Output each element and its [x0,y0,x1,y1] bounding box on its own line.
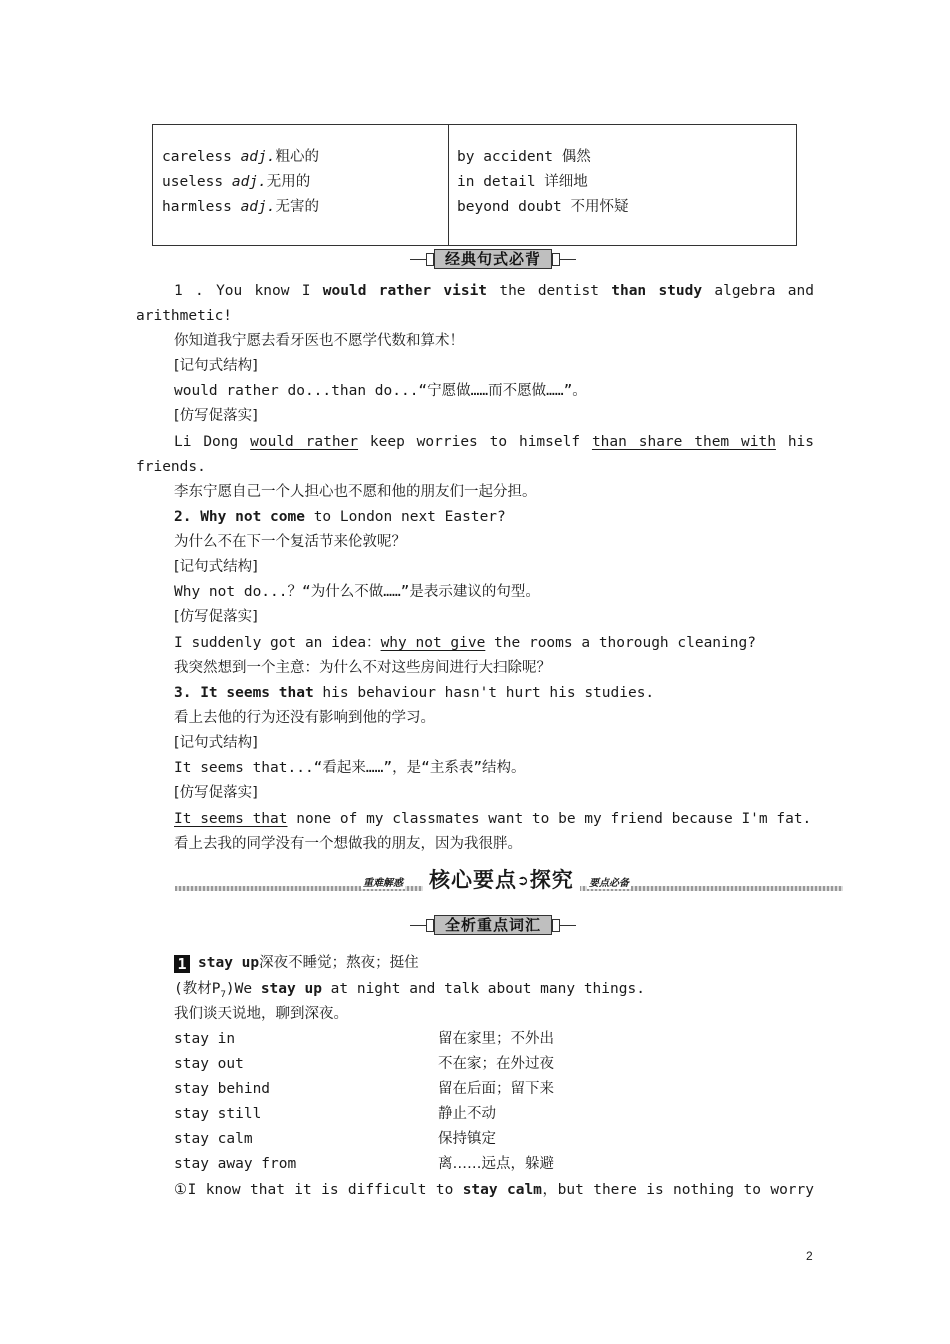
s1-number: 1 . [174,283,204,299]
s3-zh: 看上去他的行为还没有影响到他的学习。 [174,710,435,726]
table-right-row: beyond doubt 不用怀疑 [457,199,629,215]
s1-practice-text: Li Dong [174,434,239,450]
entry1-source [174,979,645,1005]
entry-number-badge: 1 [174,955,190,973]
table-right-row: by accident 偶然 [457,149,591,165]
s1-text: You know I [216,283,311,299]
s2-label-structure: [记句式结构] [174,559,258,575]
s1-practice [174,432,814,452]
banner-sentences-label: 经典句式必背 [434,249,552,269]
s3-practice-zh: 看上去我的同学没有一个想做我的朋友，因为我很胖。 [174,836,522,852]
table-left-cell [162,145,319,220]
s2-zh: 为什么不在下一个复活节来伦敦呢？ [174,534,406,550]
s3-practice-blank: It seems that [174,811,288,827]
s2-line [174,507,506,527]
phrase-en: stay still [174,1106,262,1122]
entry1-example-text: ，but there is nothing to worry [541,1182,814,1198]
banner-vocab-label: 全析重点词汇 [434,915,552,935]
phrase-zh: 保持镇定 [438,1131,496,1147]
s3-structure: It seems that...“看起来……”，是“主系表”结构。 [174,760,526,776]
vocab-table [152,124,797,246]
s1-structure: would rather do...than do...“宁愿做……而不愿做……”。 [174,383,587,399]
arrow-circle-icon: ➲ [517,873,530,889]
section-header-right-small: 要点必备 [587,874,631,889]
s1-practice-zh: 李东宁愿自己一个人担心也不愿和他的朋友们一起分担。 [174,484,537,500]
s2-number: 2. [174,509,192,525]
entry1-example-bold: stay calm [462,1182,542,1198]
phrase-en: stay in [174,1031,236,1047]
section-header [175,866,843,894]
section-title-b: 探究 [529,868,574,892]
s1-text: the dentist [499,283,599,299]
s1-label-practice: [仿写促落实] [174,408,258,424]
s1-zh: 你知道我宁愿去看牙医也不愿学代数和算术！ [174,333,464,349]
s1-practice-blank: than share them with [591,434,776,450]
s1-text: algebra and [714,283,814,299]
entry1-source-text: )We [225,981,261,997]
s3-line [174,683,654,703]
phrase-zh: 留在家里；不外出 [438,1031,554,1047]
section-header-left-small: 重难解惑 [361,874,405,889]
phrase-en: stay away from [174,1156,297,1172]
s2-practice-zh: 我突然想到一个主意：为什么不对这些房间进行大扫除呢？ [174,660,551,676]
s3-text: his behaviour hasn't hurt his studies. [313,685,655,701]
s3-practice-text: none of my classmates want to be my friend because I'm fat. [287,811,812,827]
s1-practice-blank: would rather [250,434,359,450]
s3-bold: It seems that [200,685,314,701]
table-left-row: harmless adj.无害的 [162,199,319,215]
entry1-headword: stay up [198,955,260,971]
s1-practice-text: his [787,434,815,450]
table-right-cell [457,145,629,220]
entry1-source-text: (教材P [174,981,221,997]
section-header-title [423,864,580,894]
entry1-meaning: 深夜不睡觉；熬夜；挺住 [259,955,419,971]
s3-label-practice: [仿写促落实] [174,785,258,801]
table-left-row: useless adj.无用的 [162,174,311,190]
s1-bold: would rather visit [322,283,488,299]
phrase-zh: 离……远点，躲避 [438,1156,554,1172]
s2-structure: Why not do...？“为什么不做……”是表示建议的句型。 [174,584,540,600]
section-title-a: 核心要点 [429,868,517,892]
entry1-example [174,1180,814,1200]
page-number: 2 [806,1249,813,1263]
phrase-en: stay calm [174,1131,253,1147]
banner-vocab [410,914,576,936]
entry1-source-zh: 我们谈天说地，聊到深夜。 [174,1006,348,1022]
phrase-zh: 不在家；在外过夜 [438,1056,554,1072]
s1-line [174,281,814,301]
s2-practice-text: the rooms a thorough cleaning? [485,635,756,651]
s1-practice-text: keep worries to himself [369,434,581,450]
s1-cont: arithmetic! [136,308,233,324]
s1-label-structure: [记句式结构] [174,358,258,374]
entry1-head [174,953,419,973]
s3-practice [174,809,811,829]
s2-label-practice: [仿写促落实] [174,609,258,625]
phrase-en: stay out [174,1056,244,1072]
entry1-source-bold: stay up [260,981,322,997]
entry1-source-text: at night and talk about many things. [321,981,645,997]
s1-bold: than study [611,283,703,299]
s2-practice-text: I suddenly got an idea： [174,635,381,651]
entry1-source-page: 7 [220,989,226,1000]
s2-text: to London next Easter? [304,509,506,525]
s3-number: 3. [174,685,192,701]
phrase-zh: 留在后面；留下来 [438,1081,554,1097]
table-divider [448,125,449,245]
s3-label-structure: [记句式结构] [174,735,258,751]
entry1-example-text: ①I know that it is difficult to [174,1182,454,1198]
s2-bold: Why not come [200,509,305,525]
s2-practice [174,633,756,653]
banner-sentences [410,248,576,270]
table-right-row: in detail 详细地 [457,174,588,190]
phrase-zh: 静止不动 [438,1106,496,1122]
table-left-row: careless adj.粗心的 [162,149,319,165]
phrase-en: stay behind [174,1081,271,1097]
s2-practice-blank: why not give [380,635,486,651]
s1-practice-cont: friends. [136,459,206,475]
